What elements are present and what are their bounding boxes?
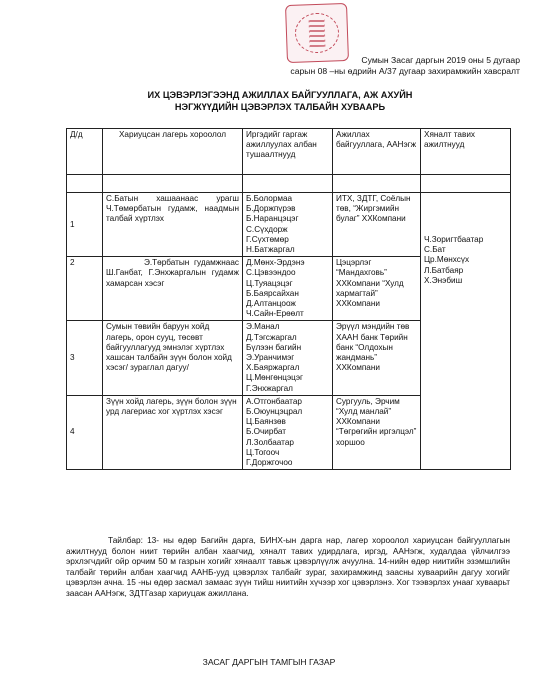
officials-cell: А.Отгонбаатар Б.Оюунцэцрал Ц.Баянзөв Б.Очирбат Л.Золбаатар Ц.Тогооч Г.Доржгочоо [243, 395, 333, 469]
area-cell: С.Батын хашаанаас урагш Ч.Төмөрбатын гудамж, наадмын талбай хүртлэх [103, 193, 243, 257]
decree-reference [200, 55, 520, 77]
schedule-table [66, 128, 511, 470]
table-row [67, 193, 511, 257]
col-header-officials: Иргэдийг гаргаж ажиллуулах албан тушаалтнууд [243, 129, 333, 175]
row-number: 1 [67, 193, 103, 257]
col-header-organizations: Ажиллах байгууллага, ААНэгж [333, 129, 421, 175]
table-row [67, 175, 511, 193]
row-number: 3 [67, 321, 103, 395]
supervisors-cell: Ч.Зоригтбаатар С.Бат Цр.Мөнхсүх Л.Батбаяр Х.Энэбиш [421, 193, 511, 470]
officials-cell: Д.Мөнх-Эрдэнэ С.Цэвээндоо Ц.Туяацэцэг Б.Баярсайхан Д.Алтанцоож Ч.Сайн-Ерөөлт [243, 257, 333, 321]
decree-line-1: Сумын Засаг даргын 2019 оны 5 дугаар [361, 55, 520, 65]
title-line-1: ИХ ЦЭВЭРЛЭГЭЭНД АЖИЛЛАХ БАЙГУУЛЛАГА, АЖ АХУЙН [147, 90, 413, 100]
decree-line-2: сарын 08 –ны өдрийн А/37 дугаар захирамжийн хавсралт [290, 66, 520, 76]
row-number: 2 [67, 257, 103, 321]
table-header-row [67, 129, 511, 175]
row-number: 4 [67, 395, 103, 469]
col-header-area: Хариуцсан лагерь хороолол [103, 129, 243, 175]
area-cell: Э.Төрбатын гудамжнаас Ш.Ганбат, Г.Энхжаргалын гудамж хамарсан хэсэг [103, 257, 243, 321]
col-header-number: Д/д [67, 129, 103, 175]
col-header-supervisors: Хяналт тавих ажилтнууд [421, 129, 511, 175]
area-cell: Зүүн хойд лагерь, зүүн болон зүүн урд лагериас хог хүртлэх хэсэг [103, 395, 243, 469]
officials-cell: Э.Манал Д.Тэгсжаргал Бүлээн багийн Э.Уранчимэг Х.Баяржаргал Ц.Мөнгөнцэцэг Г.Энхжаргал [243, 321, 333, 395]
organizations-cell: Цэцэрлэг “Мандахговь” ХХКомпани “Хулд хармагтай” ХХКомпани [333, 257, 421, 321]
explanatory-note: Тайлбар: 13- ны өдөр Багийн дарга, БИНХ-ын дарга нар, лагер хороолол хариуцсан байгууллагын ажилтнууд болон ниит төрийн албан хаагчид, хяналт тавих удирдлага, иргэд, ААНэгж, худалдаа үйлчилгээ эрхлэгчдийг ойр орчим 50 м газрын хогийг хянаалт тавьж цэвэрлүүлж ачуулна. 14-нийн өдөр ниитийн эзэмшлийн талбайг төрийн албан хаагчид ААНБ-ууд цэвэрлэх талбайг зураг, захирамжинд заасны хуваарийн дагуу хогийг цэвэрлэн ачна. 15 -ны өдөр засмал замаас зүүн тийш ниитийн хүчээр хог цэвэрлэнэ. Хог тээвэрлэх унааг хуваарьт заасан ААНэгж, ЗДТГазар хариуцаж ажиллана. [66, 535, 510, 598]
stamp-emblem-icon [309, 19, 326, 48]
officials-cell: Б.Болормаа Б.Доржпүрэв Б.Наранцэцэг С.Сүхдорж Г.Сүхтөмөр Н.Батжаргал [243, 193, 333, 257]
organizations-cell: Сургууль, Эрчим “Хулд манлай” ХХКомпани “Төгрөгийн иргэлцэл” хоршоо [333, 395, 421, 469]
organizations-cell: Эрүүл мэндийн төв ХААН банк Төрийн банк “Олдохын жандмань” ХХКомпани [333, 321, 421, 395]
title-line-2: НЭГЖҮҮДИЙН ЦЭВЭРЛЭХ ТАЛБАЙН ХУВААРЬ [174, 102, 386, 112]
area-cell: Сумын төвийн баруун хойд лагерь, орон сууц, төсөвт байгууллагууд эмнэлэг хүртлэх хашсан талбайн зүүн болон хойд хэсэг/ зураглал дагуу/ [103, 321, 243, 395]
issuing-office: ЗАСАГ ДАРГЫН ТАМГЫН ГАЗАР [202, 657, 336, 667]
document-title [90, 89, 470, 113]
organizations-cell: ИТХ, ЗДТГ, Соёлын төв, “Жиргэмийн булаг” ХХКомпани [333, 193, 421, 257]
